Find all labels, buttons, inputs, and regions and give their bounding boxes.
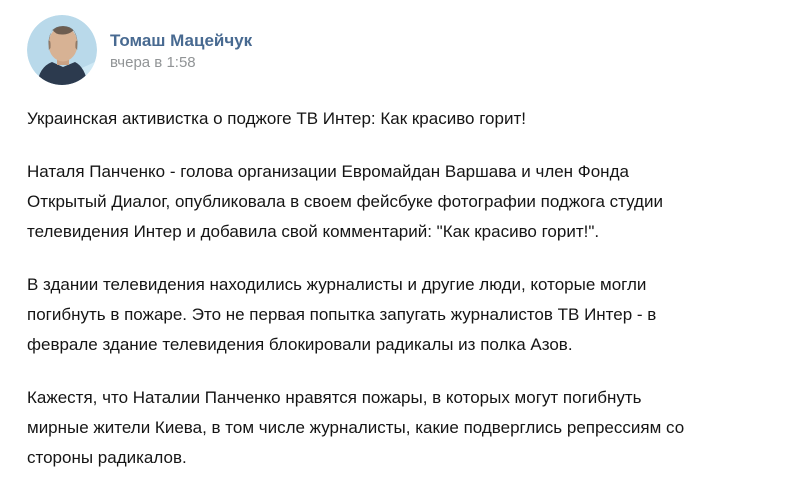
post-paragraph-line: погибнуть в пожаре. Это не первая попытка запугать журналистов ТВ Интер - в bbox=[27, 305, 657, 324]
profile-photo bbox=[27, 15, 97, 85]
avatar[interactable] bbox=[27, 15, 97, 85]
post-paragraph-line: Наталя Панченко - голова организации Евромайдан Варшава и член Фонда bbox=[27, 162, 629, 181]
post-paragraph-line: Украинская активистка о поджоге ТВ Интер: Как красиво горит! bbox=[27, 109, 526, 128]
post-paragraph-line: В здании телевидения находились журналисты и другие люди, которые могли bbox=[27, 275, 647, 294]
post-timestamp[interactable]: вчера в 1:58 bbox=[110, 54, 196, 71]
post-header bbox=[27, 15, 770, 85]
post-paragraph-line: Кажестя, что Наталии Панченко нравятся пожары, в которых могут погибнуть bbox=[27, 388, 642, 407]
post-paragraph-line: мирные жители Киева, в том числе журналисты, какие подверглись репрессиям со bbox=[27, 418, 685, 437]
post-text bbox=[27, 104, 770, 473]
post-paragraph-line: стороны радикалов. bbox=[27, 448, 187, 467]
author-info bbox=[110, 15, 252, 73]
post-paragraph-line: Открытый Диалог, опубликовала в своем фейсбуке фотографии поджога студии bbox=[27, 192, 663, 211]
post-paragraph-line: телевидения Интер и добавила свой комментарий: "Как красиво горит!". bbox=[27, 222, 600, 241]
post-paragraph bbox=[27, 104, 770, 134]
post-paragraph bbox=[27, 157, 770, 247]
post-paragraph-line: феврале здание телевидения блокировали радикалы из полка Азов. bbox=[27, 335, 573, 354]
author-name-link[interactable]: Томаш Мацейчук bbox=[110, 31, 253, 50]
post-paragraph bbox=[27, 270, 770, 360]
post-paragraph bbox=[27, 383, 770, 473]
